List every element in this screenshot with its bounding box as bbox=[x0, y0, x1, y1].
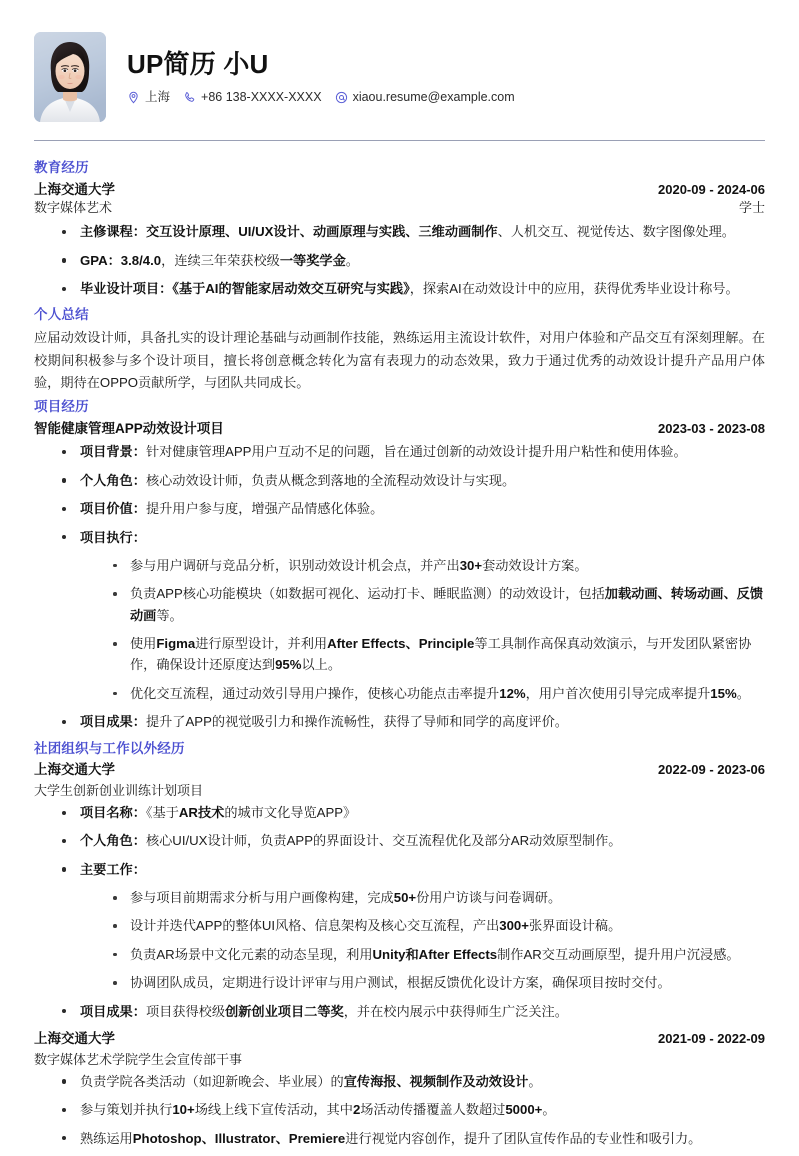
sub-bullet-item: 优化交互流程，通过动效引导用户操作，使核心功能点击率提升12%，用户首次使用引导完成率提升15%。 bbox=[110, 683, 765, 704]
section-title-summary: 个人总结 bbox=[34, 307, 89, 323]
club-entry bbox=[34, 760, 765, 1022]
emphasis-text: AR技术 bbox=[178, 804, 225, 820]
emphasis-text: Figma bbox=[156, 636, 196, 652]
emphasis-text: 10+ bbox=[172, 1102, 195, 1118]
bullet-item: 项目成果：提升了APP的视觉吸引力和操作流畅性，获得了导师和同学的高度评价。 bbox=[60, 711, 765, 732]
bullet-item: 个人角色：核心UI/UX设计师，负责APP的界面设计、交互流程优化及部分AR动效原型制作。 bbox=[60, 830, 765, 851]
club-entry-top bbox=[34, 760, 765, 780]
bullet-item: 主修课程：交互设计原理、UI/UX设计、动画原理与实践、三维动画制作、人机交互、视觉传达、数字图像处理。 bbox=[60, 221, 765, 242]
sub-bullet-item: 负责AR场景中文化元素的动态呈现，利用Unity和After Effects制作AR交互动画原型，提升用户沉浸感。 bbox=[110, 944, 765, 965]
contact-email bbox=[335, 91, 515, 104]
contact-location-text: 上海 bbox=[145, 90, 171, 105]
bullet-label: 项目名称： bbox=[80, 804, 146, 820]
emphasis-text: 加载动画、转场动画、反馈动画 bbox=[130, 586, 764, 623]
bullet-item: 项目价值：提升用户参与度，增强产品情感化体验。 bbox=[60, 498, 765, 519]
bullet-item bbox=[60, 859, 765, 994]
bullet-item: 项目背景：针对健康管理APP用户互动不足的问题，旨在通过创新的动效设计提升用户粘性和使用体验。 bbox=[60, 441, 765, 462]
emphasis-text: 15% bbox=[710, 685, 737, 701]
club-role: 数字媒体艺术学院学生会宣传部干事 bbox=[34, 1051, 243, 1067]
bullet-label: 项目成果： bbox=[80, 714, 146, 730]
sub-bullet-list bbox=[80, 887, 765, 994]
emphasis-text: 创新创业项目二等奖 bbox=[225, 1003, 344, 1019]
education-bullets bbox=[34, 221, 765, 299]
project-bullets bbox=[34, 441, 765, 732]
section-club bbox=[34, 740, 765, 1149]
bullet-list bbox=[34, 802, 765, 1022]
club-entry-top bbox=[34, 1029, 765, 1049]
sub-bullet-item: 设计并迭代APP的整体UI风格、信息架构及核心交互流程，产出300+张界面设计稿。 bbox=[110, 915, 765, 936]
education-major: 数字媒体艺术 bbox=[34, 200, 113, 216]
contact-list bbox=[127, 91, 765, 104]
location-pin-icon bbox=[127, 91, 140, 104]
club-org: 上海交通大学 bbox=[34, 1030, 115, 1046]
bullet-label: 项目执行： bbox=[80, 529, 146, 545]
emphasis-text: Unity和After Effects bbox=[372, 946, 498, 962]
emphasis-text: 12% bbox=[499, 685, 526, 701]
contact-phone bbox=[183, 91, 322, 104]
education-entry-top bbox=[34, 180, 765, 200]
bullet-item bbox=[60, 527, 765, 705]
emphasis-text: 宣传海报、视频制作及动效设计 bbox=[343, 1073, 529, 1089]
emphasis-text: 3.8/4.0 bbox=[120, 252, 162, 268]
contact-location bbox=[127, 91, 170, 104]
education-degree: 学士 bbox=[738, 200, 765, 216]
header-divider bbox=[34, 140, 765, 141]
bullet-item: 负责学院各类活动（如迎新晚会、毕业展）的宣传海报、视频制作及动效设计。 bbox=[60, 1071, 765, 1092]
education-org: 上海交通大学 bbox=[34, 181, 115, 197]
bullet-list bbox=[34, 1071, 765, 1149]
education-date: 2020-09 - 2024-06 bbox=[658, 181, 765, 197]
phone-icon bbox=[183, 91, 196, 104]
emphasis-text: 300+ bbox=[499, 918, 529, 934]
section-project bbox=[34, 398, 765, 733]
section-summary bbox=[34, 306, 765, 395]
sub-bullet-list bbox=[80, 555, 765, 704]
project-date: 2023-03 - 2023-08 bbox=[658, 420, 765, 436]
emphasis-text: 50+ bbox=[393, 890, 417, 906]
bullet-label: 个人角色： bbox=[80, 833, 146, 849]
page-title: UP简历 小U bbox=[127, 49, 269, 80]
sub-bullet-item: 负责APP核心功能模块（如数据可视化、运动打卡、睡眠监测）的动效设计，包括加载动画、转场动画、反馈动画等。 bbox=[110, 583, 765, 626]
emphasis-text: 5000+ bbox=[505, 1102, 543, 1118]
bullet-label: 项目成果： bbox=[80, 1003, 146, 1019]
emphasis-text: 交互设计原理、UI/UX设计、动画原理与实践、三维动画制作 bbox=[145, 224, 498, 240]
section-title-club: 社团组织与工作以外经历 bbox=[34, 740, 185, 756]
bullet-item: 项目成果：项目获得校级创新创业项目二等奖，并在校内展示中获得师生广泛关注。 bbox=[60, 1001, 765, 1022]
contact-email-text: xiaou.resume@example.com bbox=[352, 90, 515, 105]
emphasis-text: Photoshop、Illustrator、Premiere bbox=[132, 1130, 346, 1146]
project-org: 智能健康管理APP动效设计项目 bbox=[34, 420, 224, 436]
club-date: 2021-09 - 2022-09 bbox=[658, 1030, 765, 1046]
sub-bullet-item: 使用Figma进行原型设计，并利用After Effects、Principle等工具制作高保真动效演示，与开发团队紧密协作，确保设计还原度达到95%以上。 bbox=[110, 633, 765, 676]
bullet-item: 项目名称：《基于AR技术的城市文化导览APP》 bbox=[60, 802, 765, 823]
bullet-label: 主修课程： bbox=[80, 224, 146, 240]
emphasis-text: 2 bbox=[352, 1102, 361, 1118]
sub-bullet-item: 参与项目前期需求分析与用户画像构建，完成50+份用户访谈与问卷调研。 bbox=[110, 887, 765, 908]
club-entries bbox=[34, 760, 765, 1149]
bullet-label: 毕业设计项目： bbox=[80, 280, 173, 296]
emphasis-text: 《基于AI的智能家居动效交互研究与实践》 bbox=[172, 280, 410, 296]
education-entry bbox=[34, 180, 765, 300]
bullet-item: GPA：3.8/4.0，连续三年荣获校级一等奖学金。 bbox=[60, 250, 765, 271]
bullet-item: 毕业设计项目：《基于AI的智能家居动效交互研究与实践》，探索AI在动效设计中的应用，获得优秀毕业设计称号。 bbox=[60, 278, 765, 299]
emphasis-text: 30+ bbox=[459, 557, 483, 573]
bullet-label: 主要工作： bbox=[80, 861, 146, 877]
bullet-item: 参与策划并执行10+场线上线下宣传活动，其中2场活动传播覆盖人数超过5000+。 bbox=[60, 1099, 765, 1120]
education-entry-sub bbox=[34, 199, 765, 218]
club-entry bbox=[34, 1029, 765, 1149]
bullet-item: 个人角色：核心动效设计师，负责从概念到落地的全流程动效设计与实现。 bbox=[60, 470, 765, 491]
section-education bbox=[34, 159, 765, 299]
resume-header bbox=[34, 32, 765, 132]
contact-phone-text: +86 138-XXXX-XXXX bbox=[201, 90, 322, 105]
club-role: 大学生创新创业训练计划项目 bbox=[34, 782, 204, 798]
sub-bullet-item: 参与用户调研与竞品分析，识别动效设计机会点，并产出30+套动效设计方案。 bbox=[110, 555, 765, 576]
sub-bullet-item: 协调团队成员，定期进行设计评审与用户测试，根据反馈优化设计方案，确保项目按时交付。 bbox=[110, 972, 765, 993]
bullet-label: 个人角色： bbox=[80, 472, 146, 488]
section-title-education: 教育经历 bbox=[34, 160, 89, 175]
avatar bbox=[34, 32, 106, 122]
emphasis-text: After Effects、Principle bbox=[327, 636, 475, 652]
project-entry bbox=[34, 419, 765, 733]
bullet-label: 项目价值： bbox=[80, 501, 146, 517]
project-entry-top bbox=[34, 419, 765, 439]
bullet-label: GPA： bbox=[80, 252, 121, 268]
emphasis-text: 95% bbox=[275, 657, 302, 673]
identity-block bbox=[127, 50, 765, 104]
bullet-label: 项目背景： bbox=[80, 444, 146, 460]
club-date: 2022-09 - 2023-06 bbox=[658, 762, 765, 778]
bullet-item: 熟练运用Photoshop、Illustrator、Premiere进行视觉内容创作，提升了团队宣传作品的专业性和吸引力。 bbox=[60, 1128, 765, 1149]
club-org: 上海交通大学 bbox=[34, 762, 115, 778]
summary-text: 应届动效设计师，具备扎实的设计理论基础与动画制作技能，熟练运用主流设计软件，对用户体验和产品交互有深刻理解。在校期间积极参与多个设计项目，擅长将创意概念转化为富有表现力的动态效果，致力于通过优秀的动效设计提升产品用户体验，期待在OPPO贡献所学，与团队共同成长。 bbox=[34, 329, 765, 391]
email-at-icon bbox=[335, 91, 348, 104]
emphasis-text: 一等奖学金 bbox=[279, 252, 346, 268]
section-title-project: 项目经历 bbox=[34, 399, 89, 415]
